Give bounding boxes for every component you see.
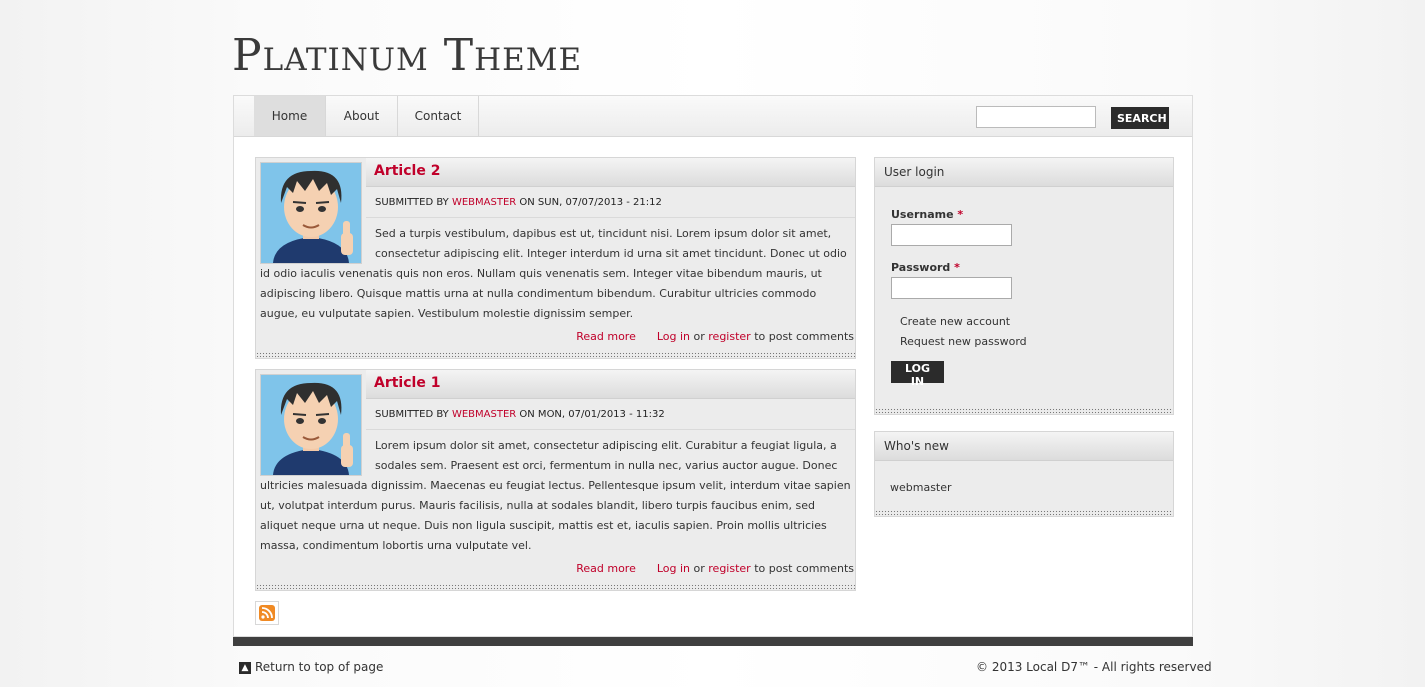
- main-navigation: [234, 96, 1192, 137]
- required-mark: *: [957, 208, 964, 221]
- dotted-border: [875, 408, 1173, 414]
- submitted-date: ON SUN, 07/07/2013 - 21:12: [519, 197, 662, 208]
- dotted-border: [256, 352, 855, 358]
- divider: [366, 429, 855, 430]
- read-more-link[interactable]: Read more: [576, 562, 636, 575]
- article-header: [366, 158, 855, 187]
- nav-item-about[interactable]: About: [326, 96, 398, 136]
- new-user-link[interactable]: webmaster: [890, 481, 952, 494]
- search-input[interactable]: [976, 106, 1096, 128]
- submitted-prefix: SUBMITTED BY: [375, 197, 449, 208]
- submitted-prefix: SUBMITTED BY: [375, 409, 449, 420]
- block-title: Who's new: [875, 432, 1173, 461]
- password-label-text: Password: [891, 261, 951, 274]
- article-title-link[interactable]: Article 2: [374, 163, 441, 179]
- author-link[interactable]: WEBMASTER: [451, 197, 517, 208]
- post-comments-text: to post comments: [754, 562, 854, 575]
- back-to-top-text: Return to top of page: [255, 660, 384, 674]
- divider: [366, 217, 855, 218]
- site-title[interactable]: Platinum Theme: [232, 30, 583, 81]
- rss-feed-icon[interactable]: [255, 601, 279, 625]
- register-link[interactable]: register: [708, 330, 751, 343]
- login-link[interactable]: Log in: [656, 562, 691, 575]
- copyright-text: © 2013 Local D7™ - All rights reserved: [976, 660, 1212, 674]
- block-title: User login: [875, 158, 1173, 187]
- register-link[interactable]: register: [708, 562, 751, 575]
- article-links: [576, 330, 854, 343]
- read-more-link[interactable]: Read more: [576, 330, 636, 343]
- arrow-up-icon: ▲: [239, 662, 251, 674]
- username-label-text: Username: [891, 208, 954, 221]
- submitted-date: ON MON, 07/01/2013 - 11:32: [519, 409, 665, 420]
- login-link[interactable]: Log in: [656, 330, 691, 343]
- submitted-info: [375, 197, 662, 208]
- article-body-text: Lorem ipsum dolor sit amet, consectetur adipiscing elit. Curabitur a feugiat ligula, a sodales sem. Praesent est orci, fermentum in nulla nec, varius auctor augue. Donec ultricies malesuada dignissim. Maecenas eu feugiat lectus. Pellentesque ipsum velit, interdum vitae sapien ut, volutpat interdum purus. Mauris facilisis, nulla at sodales blandit, libero turpis faucibus enim, sed aliquet neque urna ut neque. Duis non ligula suscipit, mattis est et, iaculis sapien. Proin mollis ultricies massa, condimentum lobortis urna vulputate vel.: [260, 439, 851, 552]
- create-account-link[interactable]: Create new account: [900, 315, 1011, 328]
- page-container: [233, 95, 1193, 637]
- author-link[interactable]: WEBMASTER: [451, 409, 517, 420]
- login-button[interactable]: LOG IN: [891, 361, 944, 383]
- article-body: [260, 436, 853, 556]
- search-button[interactable]: SEARCH: [1111, 107, 1169, 129]
- or-text: or: [693, 562, 705, 575]
- dotted-border: [875, 510, 1173, 516]
- post-comments-text: to post comments: [754, 330, 854, 343]
- article-links: [576, 562, 854, 575]
- article-header: [366, 370, 855, 399]
- footer-bar: [233, 637, 1193, 646]
- nav-item-contact[interactable]: Contact: [398, 96, 479, 136]
- article-body: [260, 224, 853, 324]
- nav-item-home[interactable]: Home: [254, 96, 326, 136]
- rss-feed-icon: [256, 602, 278, 624]
- dotted-border: [256, 584, 855, 590]
- or-text: or: [693, 330, 705, 343]
- password-field[interactable]: [891, 277, 1012, 299]
- back-to-top-link[interactable]: [239, 660, 383, 674]
- article-teaser: [255, 157, 856, 359]
- submitted-info: [375, 409, 665, 420]
- nav-menu: [254, 96, 479, 136]
- article-teaser: [255, 369, 856, 591]
- article-title-link[interactable]: Article 1: [374, 375, 441, 391]
- user-login-block: [874, 157, 1174, 415]
- username-field[interactable]: [891, 224, 1012, 246]
- request-password-link[interactable]: Request new password: [900, 335, 1027, 348]
- whos-new-block: [874, 431, 1174, 517]
- username-label: [891, 208, 963, 221]
- required-mark: *: [954, 261, 960, 274]
- password-label: [891, 261, 960, 274]
- article-body-text: Sed a turpis vestibulum, dapibus est ut, tincidunt nisi. Lorem ipsum dolor sit amet, consectetur adipiscing elit. Integer interdum id urna sit amet tincidunt. Donec ut odio id odio iaculis venenatis quis non eros. Nullam quis venenatis sem. Integer vitae bibendum mauris, ut adipiscing libero. Quisque mattis urna at nulla condimentum bibendum. Curabitur ultricies commodo augue, eu vulputate sapien. Vestibulum molestie dignissim semper.: [260, 227, 847, 320]
